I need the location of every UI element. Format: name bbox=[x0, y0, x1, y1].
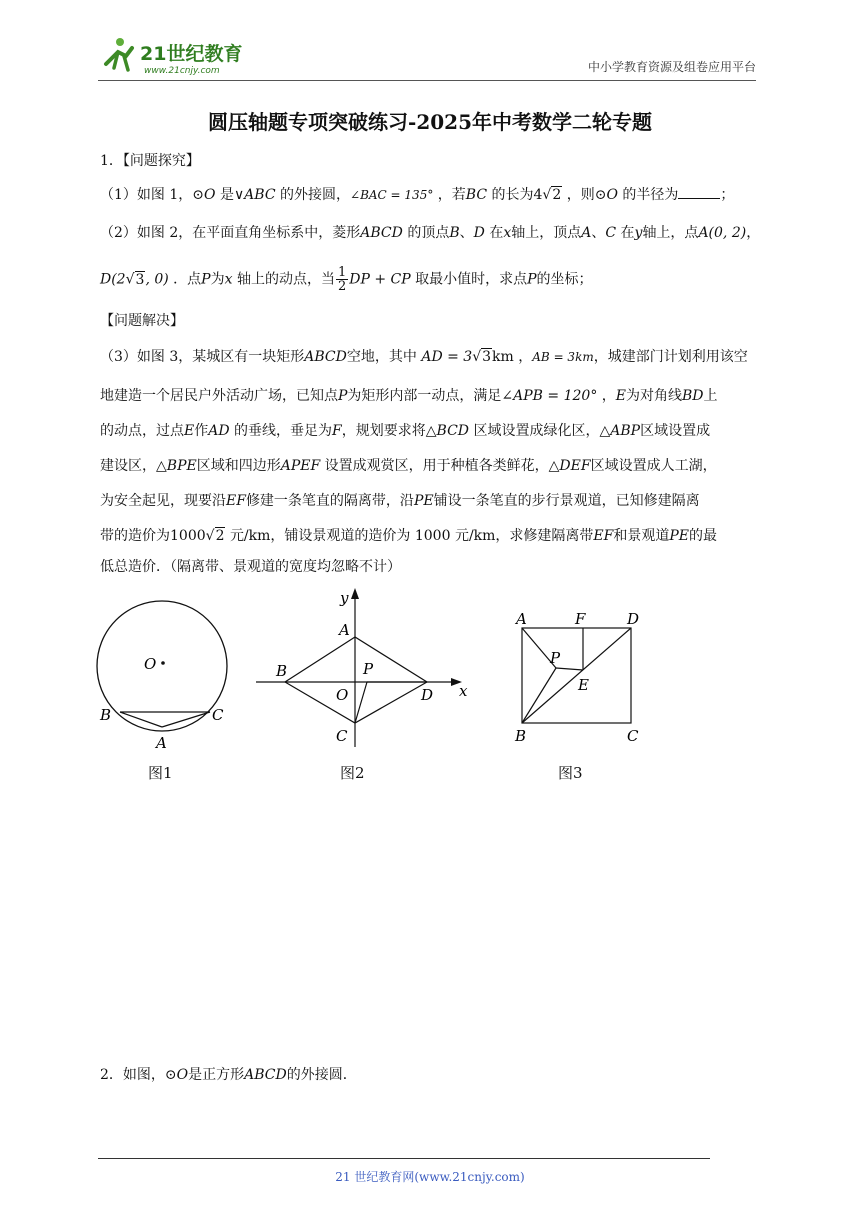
label-o: O bbox=[144, 655, 157, 673]
logo-text: 21世纪教育 bbox=[140, 43, 243, 65]
q1-heading: 1．【问题探究】 bbox=[100, 153, 200, 169]
q2-text: 2．如图，⊙O是正方形ABCD的外接圆． bbox=[100, 1067, 357, 1083]
q1-part2-line1: （2）如图 2，在平面直角坐标系中，菱形ABCD 的顶点B、D 在x轴上，顶点A、C 在y轴上，点A(0, 2)， bbox=[100, 225, 761, 241]
figure-1 bbox=[90, 600, 240, 760]
header-platform-text: 中小学教育资源及组卷应用平台 bbox=[587, 60, 756, 74]
q1-part3-line6: 带的造价为1000√2 元/km，铺设景观道的造价为 1000 元/km，求修建隔离带EF和景观道PE的最 bbox=[100, 528, 717, 544]
y-axis-arrow-icon bbox=[351, 588, 359, 599]
logo-url: www.21cnjy.com bbox=[144, 66, 220, 76]
figure-2 bbox=[252, 585, 482, 755]
figure-3 bbox=[510, 605, 650, 745]
q1-part1: （1）如图 1，⊙O 是∨ABC 的外接圆，∠BAC = 135° ，若BC 的长为4√2 ，则⊙O 的半径为 ； bbox=[100, 187, 735, 203]
site-logo bbox=[98, 34, 258, 78]
q1-part3-line1: （3）如图 3，某城区有一块矩形ABCD空地，其中 AD = 3√3km ，AB = 3km，城建部门计划利用该空 bbox=[100, 349, 748, 365]
answer-blank bbox=[678, 185, 720, 199]
label-f: F bbox=[575, 610, 586, 628]
label-b: B bbox=[276, 662, 288, 680]
label-d: D bbox=[627, 610, 640, 628]
q1-solve-heading: 【问题解决】 bbox=[100, 313, 184, 329]
label-e: E bbox=[578, 676, 589, 694]
label-a: A bbox=[339, 621, 350, 639]
page-title: 圆压轴题专项突破练习-2025年中考数学二轮专题 bbox=[208, 110, 652, 134]
label-a: A bbox=[156, 734, 167, 752]
label-c: C bbox=[336, 727, 348, 745]
label-o: O bbox=[336, 686, 349, 704]
label-b: B bbox=[100, 706, 112, 724]
label-c: C bbox=[212, 706, 224, 724]
q1-part3-line7: 低总造价．（隔离带、景观道的宽度均忽略不计） bbox=[100, 559, 401, 575]
rhombus-abcd bbox=[285, 637, 427, 723]
figure-3-caption: 图3 bbox=[558, 764, 583, 782]
figure-1-caption: 图1 bbox=[148, 764, 173, 782]
label-a: A bbox=[516, 610, 527, 628]
label-y: y bbox=[340, 589, 349, 607]
q1-part3-line5: 为安全起见，现要沿EF修建一条笔直的隔离带，沿PE铺设一条笔直的步行景观道，已知修建隔离 bbox=[100, 493, 700, 509]
runner-icon bbox=[106, 38, 132, 70]
footer-link[interactable]: 21 世纪教育网(www.21cnjy.com) bbox=[335, 1170, 525, 1184]
q1-part3-line3: 的动点，过点E作AD 的垂线，垂足为F，规划要求将△BCD 区域设置成绿化区，△ABP区域设置成 bbox=[100, 423, 711, 439]
segment-ba bbox=[120, 712, 162, 727]
footer-divider bbox=[98, 1158, 710, 1159]
fraction-one-half: $\frac{1}{2}$ bbox=[337, 265, 347, 294]
segment-ca bbox=[162, 712, 210, 727]
figure-2-caption: 图2 bbox=[340, 764, 365, 782]
label-p: P bbox=[363, 660, 374, 678]
label-x: x bbox=[459, 682, 468, 700]
q1-part2-line2: D(2√3, 0) ．点P为x 轴上的动点，当 $\frac{1}{2}$ DP + CP 取最小值时，求点P的坐标； bbox=[100, 265, 593, 294]
q1-part3-line4: 建设区，△BPE区域和四边形APEF 设置成观赏区，用于种植各类鲜花，△DEF区域设置成人工湖， bbox=[100, 458, 717, 474]
center-point bbox=[161, 661, 165, 665]
diagonal-bd bbox=[522, 628, 631, 723]
segment-pe bbox=[556, 668, 583, 670]
q1-part3-line2: 地建造一个居民户外活动广场，已知点P为矩形内部一动点，满足∠APB = 120° ，E为对角线BD上 bbox=[100, 388, 718, 404]
label-d: D bbox=[421, 686, 434, 704]
label-c: C bbox=[627, 727, 639, 745]
label-b: B bbox=[515, 727, 527, 745]
segment-pb bbox=[522, 668, 556, 723]
header-divider bbox=[98, 80, 756, 81]
label-p: P bbox=[550, 649, 561, 667]
